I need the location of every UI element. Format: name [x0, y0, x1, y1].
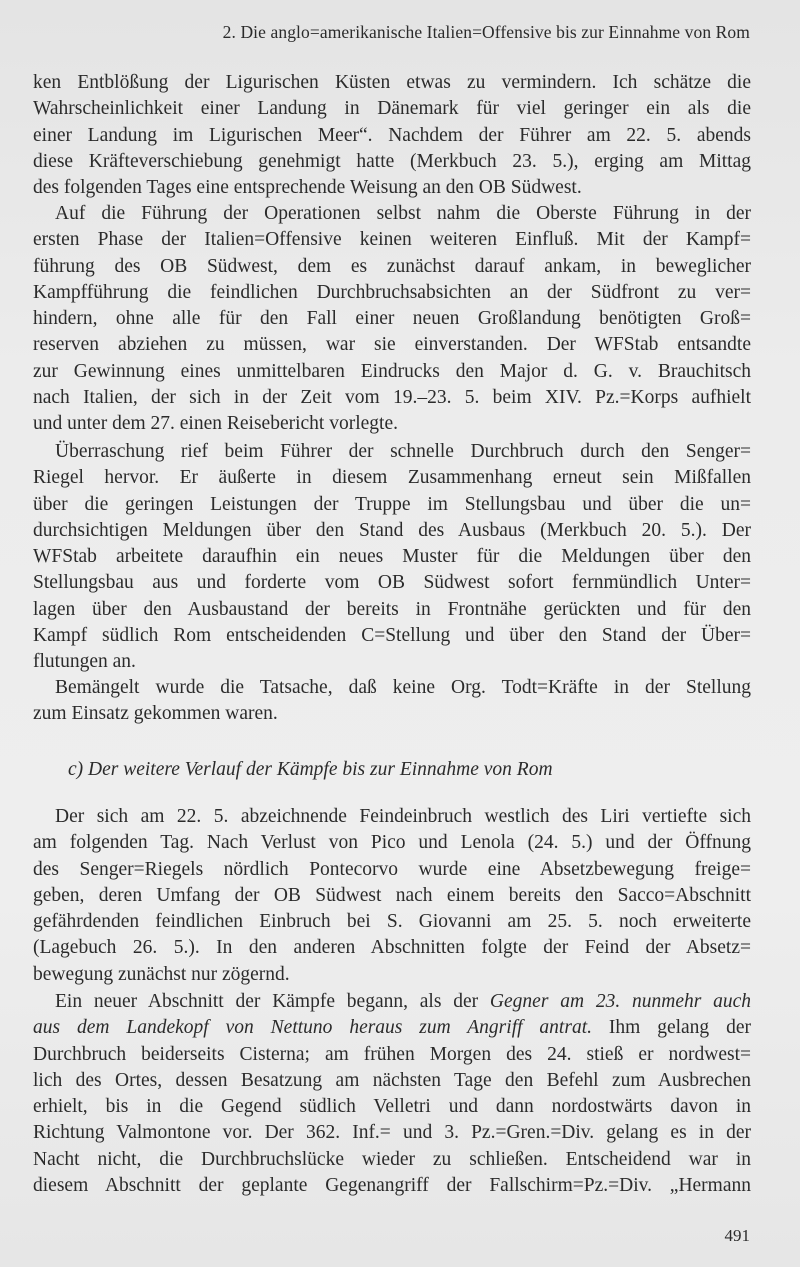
text-line — [33, 96, 751, 122]
italic-text: aus dem Landekopf von Nettuno heraus zum Angriff antrat. — [33, 1017, 592, 1039]
text-segment: Überraschung rief beim Führer der schnelle Durchbruch durch den Senger= — [55, 441, 751, 462]
paragraph — [33, 989, 751, 1199]
text-line — [33, 465, 751, 491]
text-segment: führung des OB Südwest, dem es zunächst darauf ankam, in beweglicher — [33, 255, 751, 277]
text-segment: geben, deren Umfang der OB Südwest nach einem bereits den Sacco=Abschnitt — [33, 884, 751, 906]
text-line — [33, 1068, 751, 1094]
running-head: 2. Die anglo=amerikanische Italien=Offensive bis zur Einnahme von Rom — [222, 22, 750, 42]
text-line — [33, 385, 751, 411]
text-line — [33, 439, 751, 465]
text-line — [33, 570, 751, 596]
text-line — [33, 306, 751, 332]
text-line — [33, 123, 751, 149]
text-segment: erhielt, bis in die Gegend südlich Velletri und dann nordostwärts davon in — [33, 1096, 751, 1118]
text-segment: Nacht nicht, die Durchbruchslücke wieder zu schließen. Entscheidend war in — [33, 1148, 751, 1170]
text-segment: bewegung zunächst nur zögernd. — [33, 963, 290, 985]
text-segment: Kampfführung die feindlichen Durchbruchsabsichten an der Südfront zu ver= — [33, 281, 751, 303]
text-line — [33, 175, 751, 201]
paragraph — [33, 439, 751, 676]
italic-text: Gegner am 23. nunmehr auch — [489, 991, 752, 1012]
text-line — [33, 254, 751, 280]
text-line — [33, 649, 751, 675]
text-line — [33, 280, 751, 306]
text-segment: zum Einsatz gekommen waren. — [33, 703, 278, 725]
paragraph — [33, 675, 751, 728]
text-segment: ersten Phase der Italien=Offensive keinen weiteren Einfluß. Mit der Kampf= — [33, 229, 751, 251]
text-line — [33, 909, 751, 935]
text-segment: Ihm gelang der — [591, 1017, 751, 1039]
text-segment: (Lagebuch 26. 5.). In den anderen Abschnitten folgte der Feind der Absetz= — [33, 937, 751, 959]
text-segment: diesem Abschnitt der geplante Gegenangriff der Fallschirm=Pz.=Div. „Hermann — [33, 1175, 751, 1197]
section-heading: c) Der weitere Verlauf der Kämpfe bis zur Einnahme von Rom — [68, 759, 553, 780]
text-segment: WFStab arbeitete daraufhin ein neues Muster für die Meldungen über den — [33, 546, 751, 568]
text-segment: über die geringen Leistungen der Truppe im Stellungsbau und über die un= — [33, 493, 751, 515]
text-line — [33, 675, 751, 701]
paragraph — [33, 201, 751, 438]
text-segment: Wahrscheinlichkeit einer Landung in Dänemark für viel geringer ein als die — [33, 98, 751, 120]
text-line — [33, 411, 751, 437]
text-segment: flutungen an. — [33, 651, 136, 673]
text-segment: Durchbruch beiderseits Cisterna; am frühen Morgen des 24. stieß er nordwest= — [33, 1043, 751, 1065]
text-line — [33, 989, 751, 1015]
text-line — [33, 1094, 751, 1120]
text-line — [33, 492, 751, 518]
text-line — [33, 962, 751, 988]
text-line — [33, 149, 751, 175]
text-segment: lich des Ortes, dessen Besatzung am nächsten Tage den Befehl zum Ausbrechen — [33, 1069, 751, 1091]
text-segment: diese Kräfteverschiebung genehmigt hatte (Merkbuch 23. 5.), erging am Mittag — [33, 150, 751, 172]
text-line — [33, 623, 751, 649]
text-segment: zur Gewinnung eines unmittelbaren Eindrucks den Major d. G. v. Brauchitsch — [33, 360, 751, 382]
page-number: 491 — [724, 1226, 750, 1245]
text-segment: Richtung Valmontone vor. Der 362. Inf.= und 3. Pz.=Gren.=Div. gelang es in der — [33, 1122, 751, 1144]
text-line — [33, 1173, 751, 1199]
text-line — [33, 359, 751, 385]
text-line — [33, 1015, 751, 1041]
text-line — [33, 1147, 751, 1173]
text-segment: durchsichtigen Meldungen über den Stand des Ausbaus (Merkbuch 20. 5.). Der — [33, 519, 751, 541]
text-line — [33, 1042, 751, 1068]
text-segment: des folgenden Tages eine entsprechende Weisung an den OB Südwest. — [33, 177, 582, 199]
text-line — [33, 935, 751, 961]
text-line — [33, 830, 751, 856]
text-line — [33, 332, 751, 358]
text-segment: und unter dem 27. einen Reisebericht vorlegte. — [33, 413, 398, 435]
text-segment: Der sich am 22. 5. abzeichnende Feindeinbruch westlich des Liri vertiefte sich — [55, 806, 751, 827]
paragraph — [33, 70, 751, 201]
text-segment: am folgenden Tag. Nach Verlust von Pico und Lenola (24. 5.) und der Öffnung — [33, 832, 751, 854]
text-segment: des Senger=Riegels nördlich Pontecorvo wurde eine Absetzbewegung freige= — [33, 858, 751, 880]
text-segment: gefährdenden feindlichen Einbruch bei S. Giovanni am 25. 5. noch erweiterte — [33, 911, 751, 933]
text-segment: einer Landung im Ligurischen Meer“. Nachdem der Führer am 22. 5. abends — [33, 124, 751, 146]
text-line — [33, 597, 751, 623]
text-segment: reserven abziehen zu müssen, war sie einverstanden. Der WFStab entsandte — [33, 334, 751, 356]
text-line — [33, 1120, 751, 1146]
text-segment: Ein neuer Abschnitt der Kämpfe begann, als der — [55, 991, 490, 1012]
text-line — [33, 857, 751, 883]
text-segment: Stellungsbau aus und forderte vom OB Südwest sofort fernmündlich Unter= — [33, 572, 751, 594]
text-segment: Bemängelt wurde die Tatsache, daß keine Org. Todt=Kräfte in der Stellung — [55, 677, 751, 698]
text-line — [33, 701, 751, 727]
text-segment: ken Entblößung der Ligurischen Küsten etwas zu vermindern. Ich schätze die — [33, 72, 751, 93]
text-line — [33, 70, 751, 96]
text-line — [33, 883, 751, 909]
text-segment: Riegel hervor. Er äußerte in diesem Zusammenhang erneut sein Mißfallen — [33, 467, 751, 489]
text-segment: Auf die Führung der Operationen selbst nahm die Oberste Führung in der — [55, 203, 751, 224]
text-line — [33, 544, 751, 570]
text-segment: nach Italien, der sich in der Zeit vom 19.–23. 5. beim XIV. Pz.=Korps aufhielt — [33, 387, 751, 409]
text-line — [33, 804, 751, 830]
text-line — [33, 518, 751, 544]
paragraph — [33, 804, 751, 988]
text-line — [33, 227, 751, 253]
text-line — [33, 201, 751, 227]
text-segment: hindern, ohne alle für den Fall einer neuen Großlandung benötigten Groß= — [33, 308, 751, 330]
text-segment: Kampf südlich Rom entscheidenden C=Stellung und über den Stand der Über= — [33, 625, 751, 647]
text-segment: lagen über den Ausbaustand der bereits in Frontnähe gerückten und für den — [33, 598, 751, 620]
